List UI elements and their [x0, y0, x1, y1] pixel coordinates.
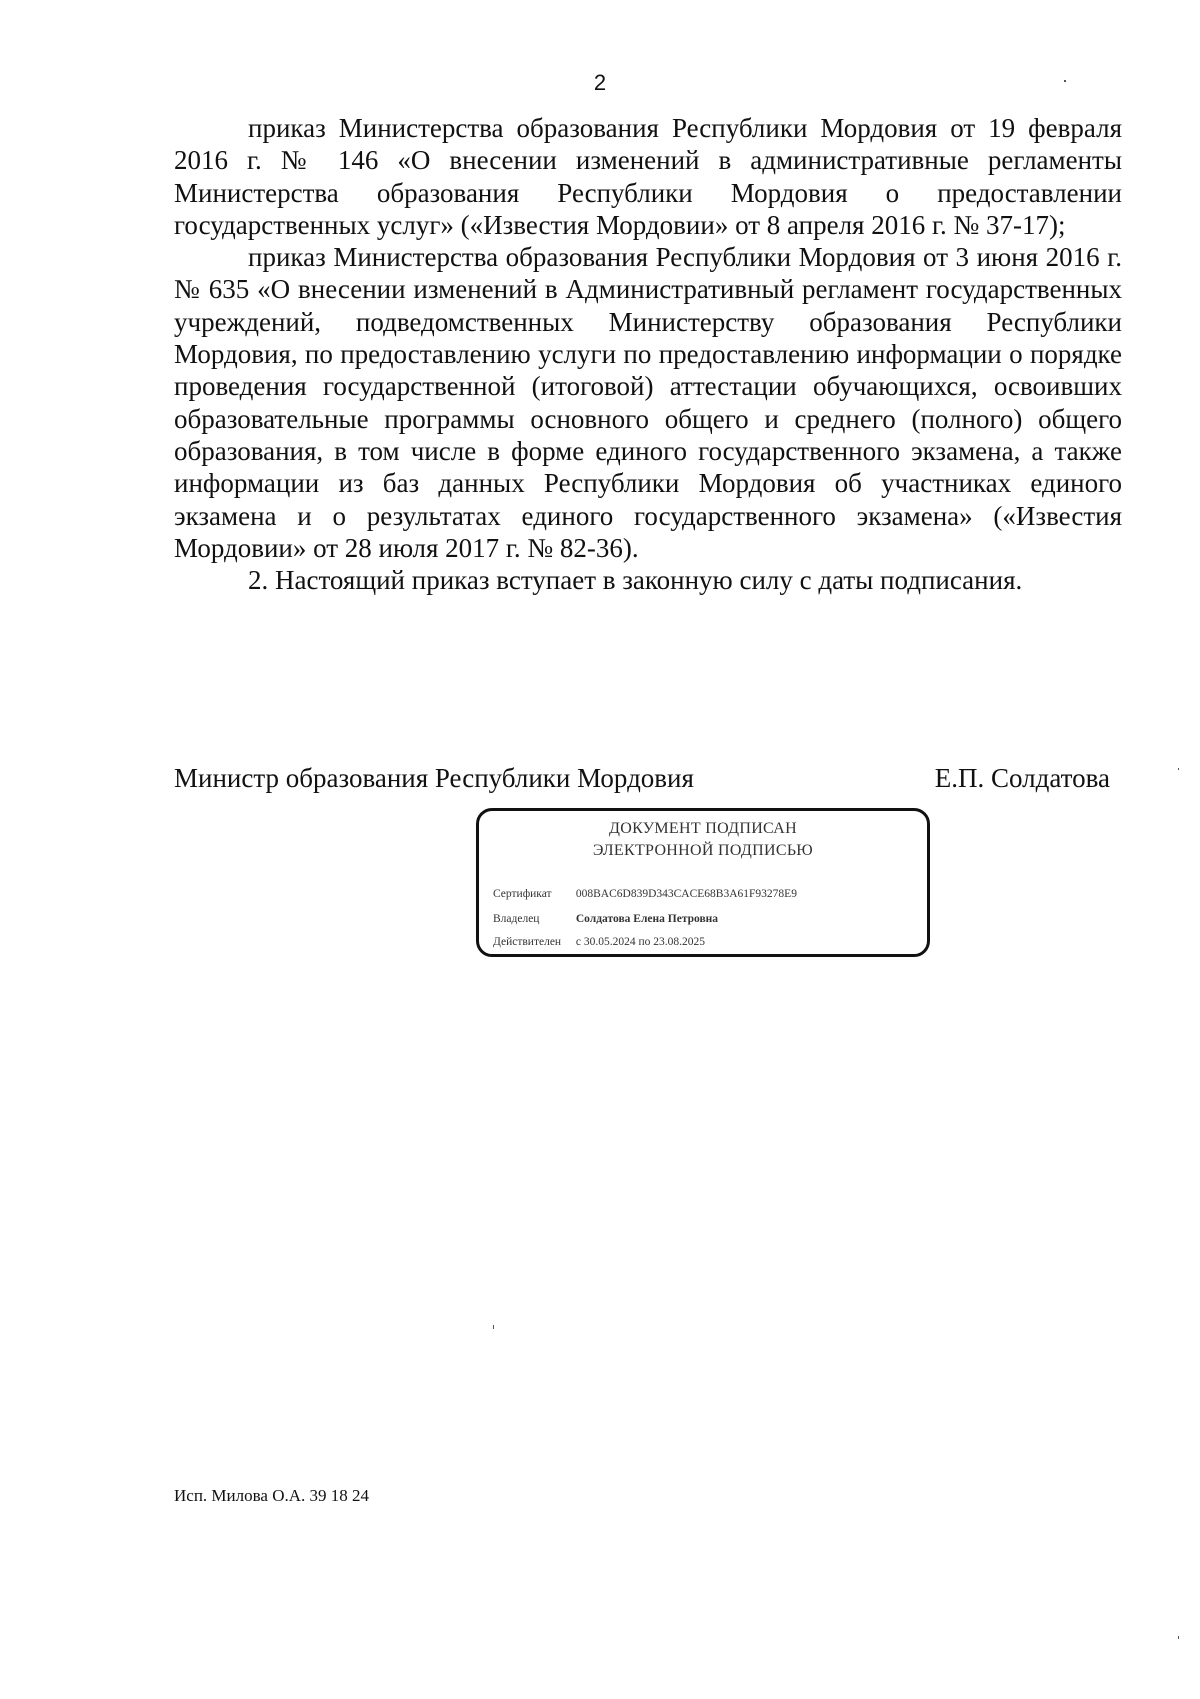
- stamp-title: [479, 818, 927, 862]
- stamp-owner-row: [493, 912, 718, 926]
- stamp-title-line1: ДОКУМЕНТ ПОДПИСАН: [609, 820, 797, 837]
- executor-note: Исп. Милова О.А. 39 18 24: [174, 1486, 370, 1505]
- page-number: 2: [593, 70, 607, 95]
- owner-label: Владелец: [493, 913, 540, 925]
- paragraph-order-146: приказ Министерства образования Республики Мордовия от 19 февраля 2016 г. № 146 «О внесении изменений в административные регламенты Министерства образования Республики Мордовия о предоставлении государственных услуг» («Известия Мордовии» от 8 апреля 2016 г. № 37-17);: [174, 113, 1122, 240]
- paragraph-effective-date: 2. Настоящий приказ вступает в законную силу с даты подписания.: [248, 565, 1023, 596]
- scan-speck: [493, 1325, 494, 1329]
- certificate-label: Сертификат: [493, 888, 552, 900]
- signatory-position: Министр образования Республики Мордовия: [174, 763, 694, 793]
- stamp-title-line2: ЭЛЕКТРОННОЙ ПОДПИСЬЮ: [592, 842, 814, 859]
- validity-value: с 30.05.2024 по 23.08.2025: [575, 936, 706, 948]
- electronic-signature-stamp: [476, 808, 930, 957]
- owner-value: Солдатова Елена Петровна: [575, 913, 719, 925]
- order-body: [174, 112, 1122, 596]
- scan-speck: [1178, 1636, 1179, 1639]
- scan-speck: [1064, 80, 1066, 82]
- certificate-value: 008BAC6D839D343CACE68B3A61F93278E9: [575, 888, 797, 900]
- validity-label: Действителен: [493, 936, 562, 948]
- paragraph-order-635: приказ Министерства образования Республики Мордовия от 3 июня 2016 г. № 635 «О внесении изменений в Административный регламент государственных учреждений, подведомственных Министерству образования Республики Мордовия, по предоставлению услуги по предоставлению информации о порядке проведения государственной (итоговой) аттестации обучающихся, освоивших образовательные программы основного общего и среднего (полного) общего образования, в том числе в форме единого государственного экзамена, а также информации из баз данных Республики Мордовия об участниках единого экзамена и о результатах единого государственного экзамена» («Известия Мордовии» от 28 июля 2017 г. № 82-36).: [174, 242, 1122, 563]
- signatory-name: Е.П. Солдатова: [934, 763, 1110, 793]
- stamp-certificate-row: [493, 887, 797, 901]
- scan-speck: [1178, 768, 1179, 770]
- stamp-validity-row: [493, 935, 705, 949]
